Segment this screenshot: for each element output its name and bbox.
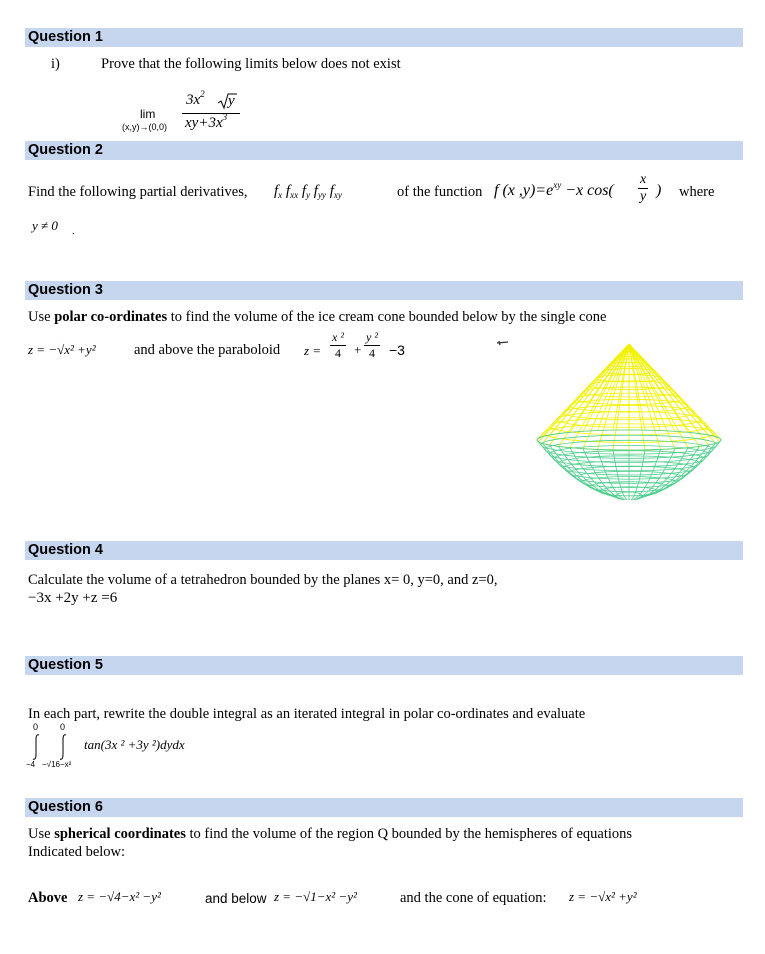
q6-line2: Indicated below: bbox=[28, 844, 126, 860]
ice-cream-cone-figure bbox=[534, 340, 724, 500]
q6-above: Above bbox=[28, 890, 68, 906]
q2-header bbox=[25, 141, 743, 160]
q5-header bbox=[25, 656, 743, 675]
q1-lim: lim bbox=[140, 107, 156, 121]
q6-eq1: z = −√4−x² −y² bbox=[78, 889, 161, 904]
q1-denominator: $xy+3x^3$ bbox=[185, 112, 228, 131]
q3-header bbox=[25, 281, 743, 300]
q3-title: Question 3 bbox=[28, 282, 103, 298]
q1-fraction-bar bbox=[182, 113, 240, 114]
q2-title: Question 2 bbox=[28, 142, 103, 158]
q5-lower-limit-2: −√16−x² bbox=[42, 760, 72, 769]
q4-prompt: Calculate the volume of a tetrahedron bounded by the planes x= 0, y=0, and z=0, bbox=[28, 572, 498, 588]
q6-prompt: Use spherical coordinates to find the volume of the region Q bounded by the hemispheres of equations bbox=[28, 826, 633, 842]
q6-cone-text: and the cone of equation: bbox=[400, 890, 547, 906]
q1-header bbox=[25, 28, 743, 47]
q5-integrand: tan(3x ² +3y ²)dydx bbox=[84, 737, 185, 752]
q3-mid-text: and above the paraboloid bbox=[134, 342, 281, 358]
q5-upper-limit-2: 0 bbox=[60, 722, 66, 732]
q6-title: Question 6 bbox=[28, 799, 103, 815]
q1-limit-expression bbox=[120, 90, 260, 140]
q6-eq3: z = −√x² +y² bbox=[569, 889, 637, 904]
q3-prompt: Use polar co-ordinates to find the volume of the ice cream cone bounded below by the single cone bbox=[28, 309, 607, 325]
q1-lim-sub: (x,y)→(0,0) bbox=[122, 122, 167, 132]
q2-where: where bbox=[679, 184, 715, 200]
q5-title: Question 5 bbox=[28, 657, 103, 673]
q3-plus: + bbox=[354, 342, 362, 357]
q5-lower-limit-1: −4 bbox=[26, 760, 36, 769]
cursor-mark-icon bbox=[496, 340, 510, 346]
q6-and-below: and below bbox=[205, 891, 267, 906]
q3-cone-equation: z = −√x² +y² bbox=[28, 342, 96, 357]
q2-derivative-list: $f_x$ $f_{xx}$ $f_y$ $f_{yy}$ $f_{xy}$ bbox=[274, 183, 342, 200]
integral-sign-inner-icon bbox=[57, 733, 69, 761]
q5-double-integral bbox=[26, 722, 246, 774]
q3-para-frac2: $\frac{\text{y ²}}{4}$ bbox=[366, 330, 378, 360]
q1-part: i) bbox=[51, 56, 60, 72]
q6-eq2: z = −√1−x² −y² bbox=[274, 889, 357, 904]
q4-header bbox=[25, 541, 743, 560]
q5-prompt: In each part, rewrite the double integral as an iterated integral in polar co-ordinates and evaluate bbox=[28, 706, 586, 722]
q2-function: f (x $,y)=e^{xy} -x$ cos( bbox=[494, 180, 614, 199]
q1-title: Question 1 bbox=[28, 29, 103, 45]
q2-condition: y ≠ 0 bbox=[32, 218, 58, 233]
q2-close-paren: ) bbox=[656, 182, 662, 199]
q1-prompt: Prove that the following limits below does not exist bbox=[101, 56, 401, 72]
q2-period: . bbox=[72, 226, 75, 237]
q1-numerator: $3x^2$ bbox=[186, 89, 205, 108]
q6-header bbox=[25, 798, 743, 817]
q2-cos-fraction: $\frac{x}{y}$ bbox=[640, 172, 647, 204]
q3-para-frac1: $\frac{\text{x ²}}{4}$ bbox=[332, 330, 344, 360]
q3-para-tail: −3 bbox=[389, 342, 405, 358]
q2-of-function: of the function bbox=[397, 184, 483, 200]
integral-sign-outer-icon bbox=[30, 733, 42, 761]
q4-title: Question 4 bbox=[28, 542, 103, 558]
q2-prompt: Find the following partial derivatives, bbox=[28, 184, 248, 200]
q5-upper-limit-1: 0 bbox=[33, 722, 39, 732]
q4-plane-equation: −3x +2y +z =6 bbox=[28, 590, 118, 606]
q1-sqrt-arg: y bbox=[228, 93, 235, 109]
q3-paraboloid-eq-lhs: z = bbox=[304, 343, 322, 358]
